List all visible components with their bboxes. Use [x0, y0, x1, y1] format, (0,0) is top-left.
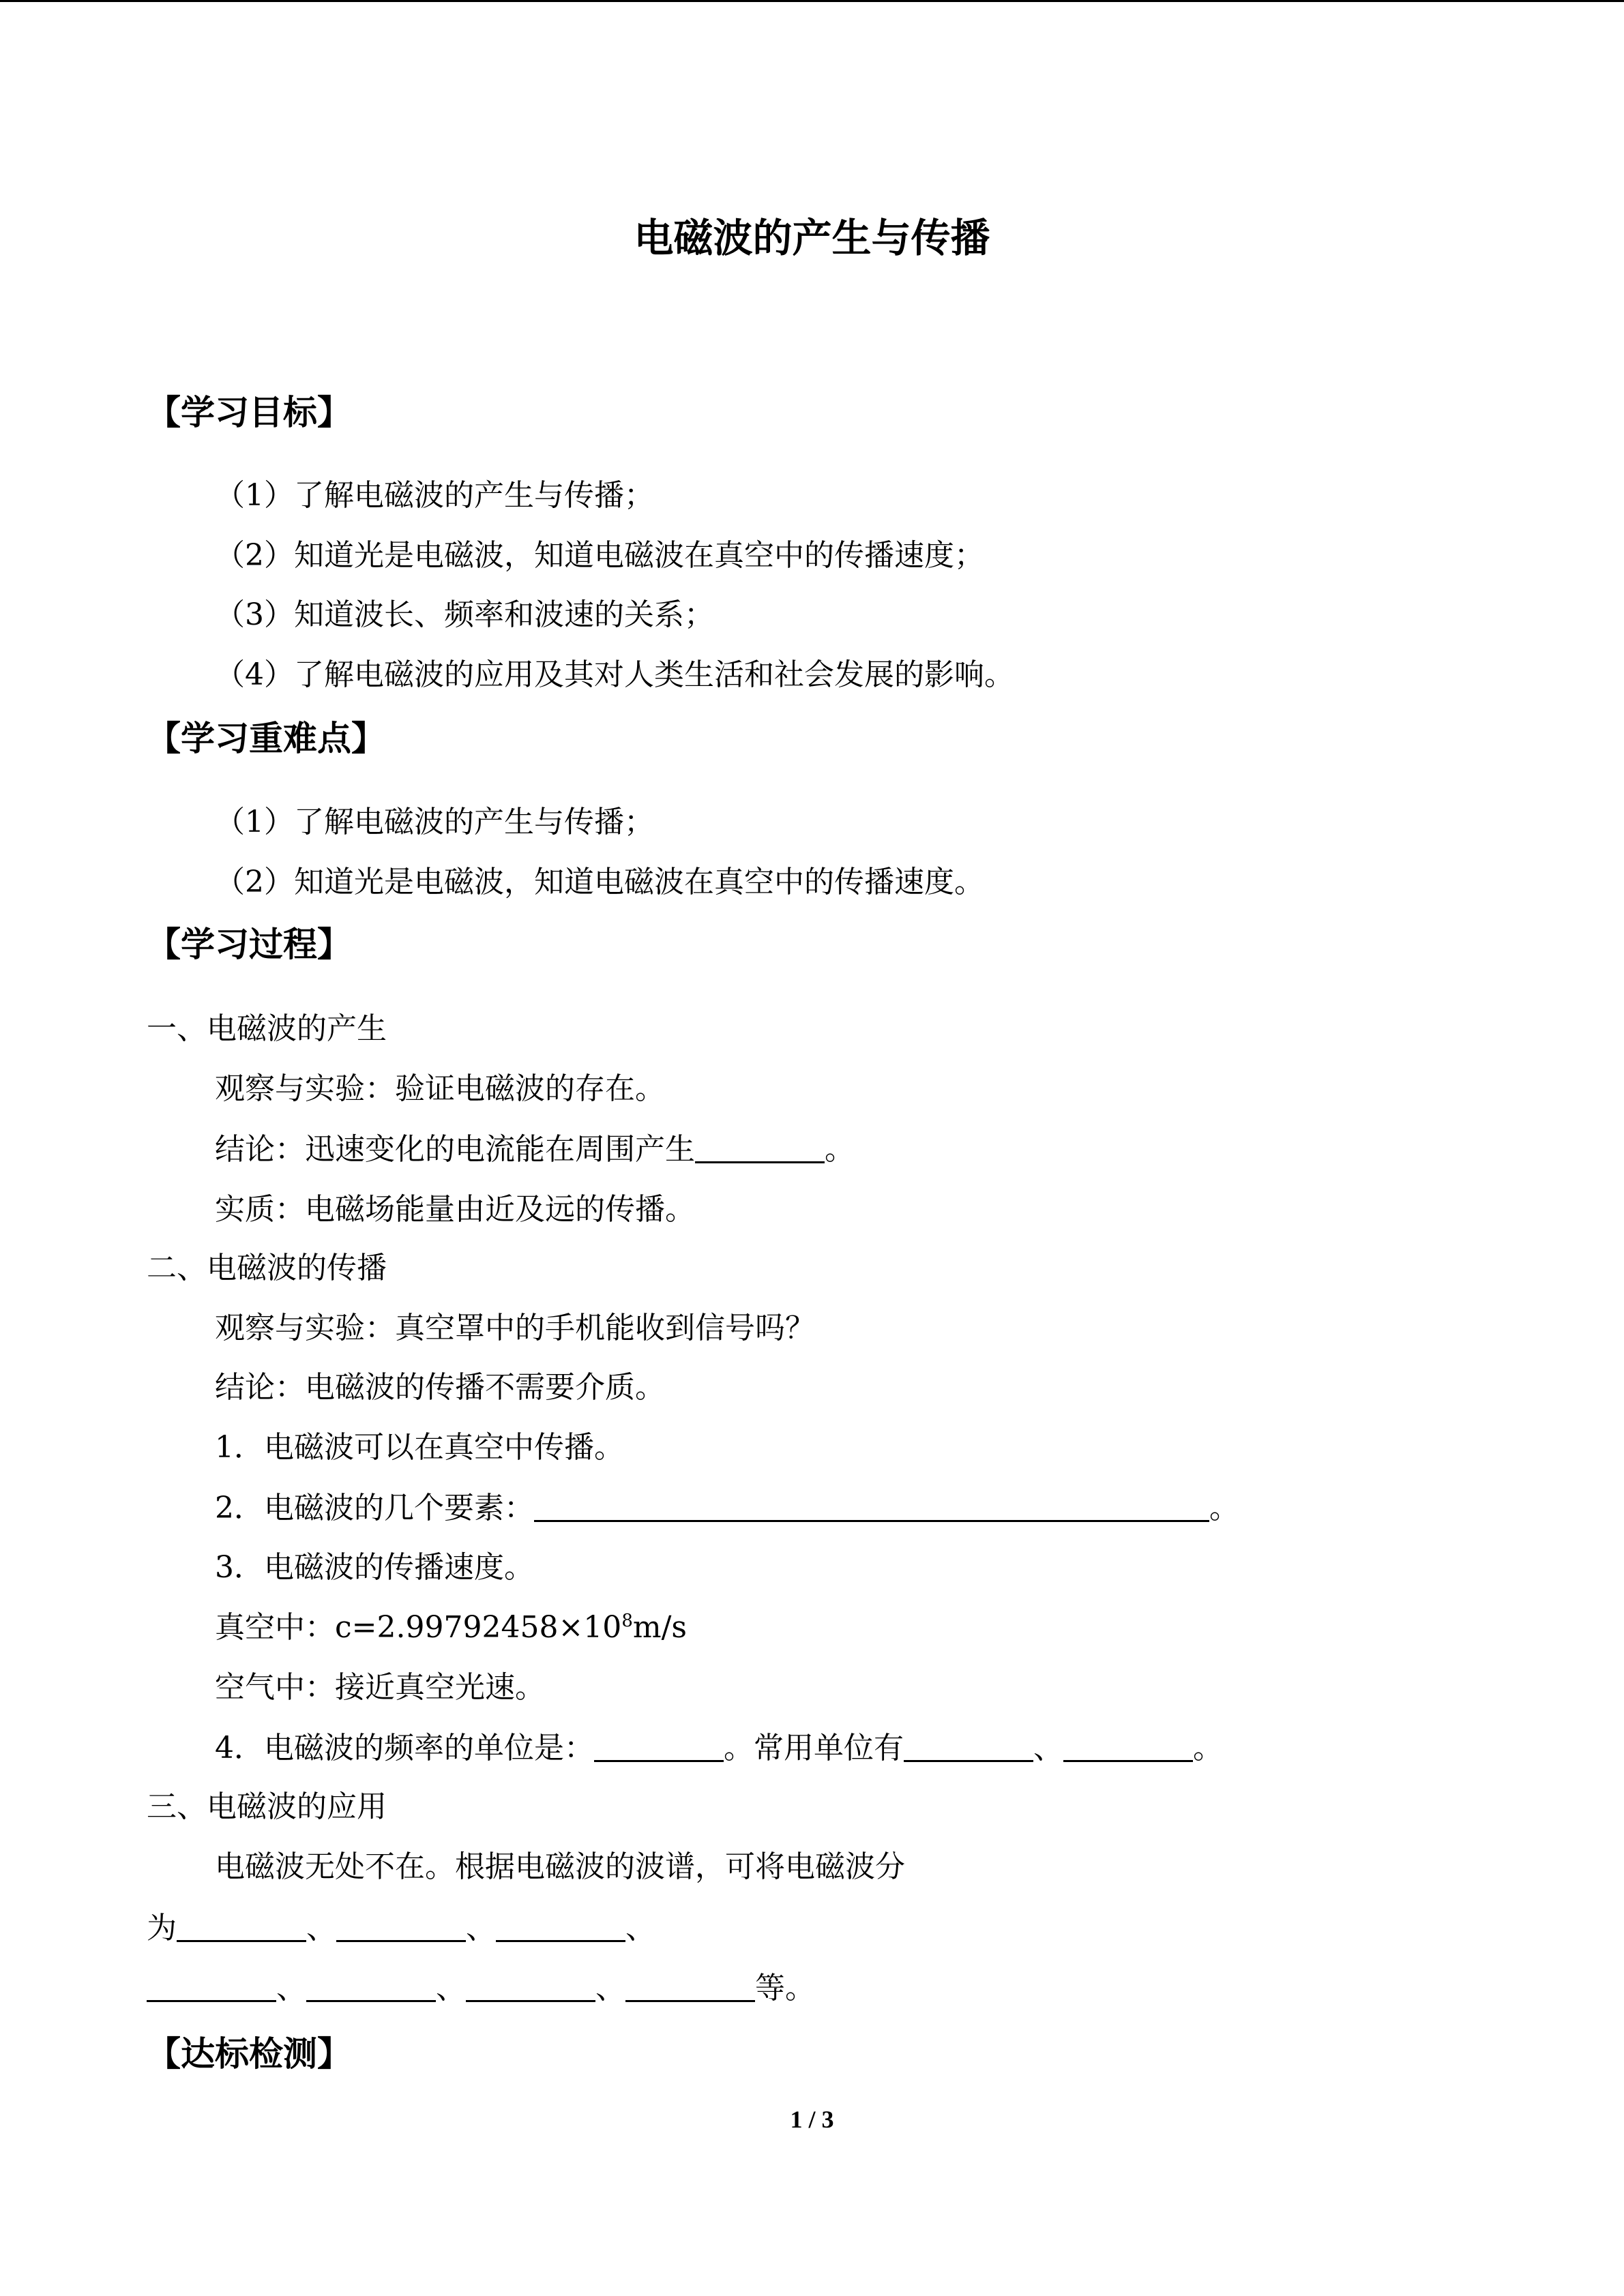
separator: 、 — [466, 1911, 496, 1945]
part3-line-3-suffix: 等。 — [755, 1971, 815, 2006]
fill-blank[interactable] — [306, 1973, 436, 2002]
fill-blank[interactable] — [177, 1913, 306, 1942]
period: 。 — [1209, 1491, 1239, 1525]
part3-line-3 — [147, 1971, 815, 2006]
period: 。 — [1193, 1731, 1223, 1765]
part3-line-1: 电磁波无处不在。根据电磁波的波谱，可将电磁波分 — [215, 1849, 905, 1884]
fill-blank[interactable] — [904, 1733, 1033, 1762]
key-points-heading: 【学习重难点】 — [147, 719, 385, 758]
part2-item-4-mid: 。常用单位有 — [724, 1731, 904, 1765]
objective-item-2: （2）知道光是电磁波，知道电磁波在真空中的传播速度； — [215, 538, 984, 573]
vacuum-speed-text: 真空中：c=2.99792458×10 — [215, 1610, 622, 1645]
objective-item-4: （4）了解电磁波的应用及其对人类生活和社会发展的影响。 — [215, 657, 1014, 692]
part2-heading: 二、电磁波的传播 — [147, 1251, 387, 1285]
assessment-heading: 【达标检测】 — [147, 2034, 351, 2074]
part3-line-2-text: 为 — [147, 1911, 177, 1945]
vacuum-speed — [215, 1610, 687, 1645]
process-heading: 【学习过程】 — [147, 925, 351, 964]
period: 。 — [825, 1132, 855, 1167]
part2-item-2-text: 2．电磁波的几个要素： — [215, 1491, 534, 1525]
part1-conclusion — [215, 1134, 855, 1165]
air-speed: 空气中：接近真空光速。 — [215, 1670, 545, 1705]
objective-item-1: （1）了解电磁波的产生与传播； — [215, 478, 654, 513]
separator: 、 — [595, 1971, 625, 2006]
objectives-heading: 【学习目标】 — [147, 393, 351, 432]
part1-essence: 实质：电磁场能量由近及远的传播。 — [215, 1192, 695, 1227]
fill-blank[interactable] — [466, 1973, 595, 2002]
separator: 、 — [436, 1971, 466, 2006]
part2-item-1: 1．电磁波可以在真空中传播。 — [215, 1430, 624, 1465]
key-point-item-2: （2）知道光是电磁波，知道电磁波在真空中的传播速度。 — [215, 865, 984, 899]
part1-conclusion-text: 结论：迅速变化的电流能在周围产生 — [215, 1132, 695, 1167]
exponent: 8 — [621, 1611, 633, 1631]
part1-observe: 观察与实验：验证电磁波的存在。 — [215, 1071, 665, 1106]
part1-heading: 一、电磁波的产生 — [147, 1011, 387, 1046]
speed-unit: m/s — [632, 1610, 687, 1645]
fill-blank[interactable] — [336, 1913, 466, 1942]
page-title: 电磁波的产生与传播 — [634, 215, 990, 261]
separator: 、 — [1033, 1731, 1063, 1765]
fill-blank[interactable] — [695, 1134, 825, 1163]
fill-blank[interactable] — [147, 1973, 276, 2002]
objective-item-3: （3）知道波长、频率和波速的关系； — [215, 597, 714, 632]
part2-item-3: 3．电磁波的传播速度。 — [215, 1550, 534, 1585]
part2-item-4 — [215, 1733, 1223, 1763]
separator: 、 — [276, 1971, 306, 2006]
fill-blank[interactable] — [496, 1913, 625, 1942]
part2-observe: 观察与实验：真空罩中的手机能收到信号吗？ — [215, 1311, 815, 1345]
fill-blank[interactable] — [594, 1733, 724, 1762]
part2-conclusion: 结论：电磁波的传播不需要介质。 — [215, 1370, 665, 1405]
fill-blank[interactable] — [625, 1973, 755, 2002]
part3-line-2 — [147, 1913, 655, 1943]
fill-blank[interactable] — [534, 1493, 1209, 1522]
separator: 、 — [306, 1911, 336, 1945]
part3-heading: 三、电磁波的应用 — [147, 1789, 387, 1824]
key-point-item-1: （1）了解电磁波的产生与传播； — [215, 805, 654, 839]
page-top-border — [0, 0, 1624, 2]
part2-item-4-text: 4．电磁波的频率的单位是： — [215, 1731, 594, 1765]
fill-blank[interactable] — [1063, 1733, 1193, 1762]
part2-item-2 — [215, 1493, 1239, 1523]
page-number: 1 / 3 — [790, 2106, 834, 2133]
separator: 、 — [625, 1911, 655, 1945]
